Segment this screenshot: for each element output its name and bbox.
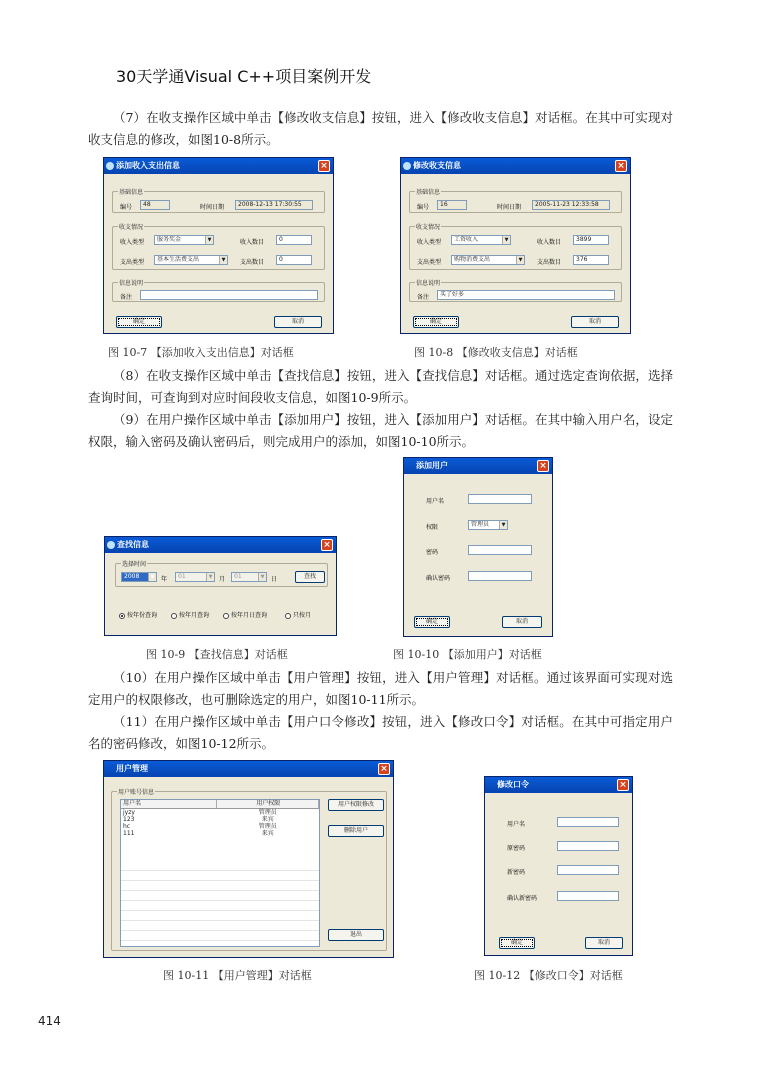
page-number: 414 [38,1014,61,1028]
cancel-button[interactable]: 取消 [502,616,542,628]
new-password-field[interactable] [557,865,619,875]
income-type-value: 工资收入 [454,236,479,243]
paragraph-10: （10）在用户操作区域中单击【用户管理】按钮，进入【用户管理】对话框。通过该界面可实现对选定用户的权限修改，也可删除选定的用户，如图10-11所示。 [88,670,673,707]
group-label: 信息说明 [119,280,144,287]
old-password-field[interactable] [557,841,619,851]
permission-cell: 管理员 [258,809,277,816]
permission-cell: 来宾 [261,816,274,823]
radio-icon [285,613,291,619]
app-icon [106,162,114,170]
group-label: 收支情况 [119,224,144,231]
title-bar [105,537,336,553]
expense-type-select[interactable] [154,255,228,265]
income-type-label: 收入类型 [417,239,442,246]
exit-button[interactable]: 退出 [328,929,384,941]
ok-button[interactable]: 确定 [413,316,459,328]
username-field[interactable] [468,494,532,504]
group-label: 用户账号信息 [118,789,155,796]
chevron-down-icon: ▼ [258,573,266,581]
year-value: 2008 [124,573,140,580]
expense-type-label: 支出类型 [120,259,145,266]
username-cell: jyzy [123,809,135,816]
username-field[interactable] [557,817,619,827]
column-header-permission[interactable]: 用户权限 [217,800,319,808]
ok-button[interactable]: 确定 [414,616,450,628]
expense-amount-field[interactable]: 0 [276,255,312,265]
modify-income-expense-dialog [400,157,631,334]
list-header [121,800,319,809]
ok-button[interactable]: 确定 [499,937,535,949]
income-type-label: 收入类型 [120,239,145,246]
title-bar [401,158,630,174]
radio-month-only[interactable] [285,610,311,619]
id-label: 编号 [120,204,133,211]
group-label: 信息说明 [416,280,441,287]
permission-select[interactable] [468,520,508,530]
username-label: 用户名 [426,498,445,505]
year-label: 年 [161,576,168,583]
username-cell: 111 [123,830,135,837]
chevron-down-icon: ▼ [516,256,524,264]
title-bar [104,158,333,174]
dialog-title: 添加收入支出信息 [116,161,180,170]
figure-caption: 图 10-11 【用户管理】对话框 [163,969,312,982]
confirm-password-label: 确认密码 [426,575,451,582]
app-icon [107,541,115,549]
radio-label: 只按月 [293,612,312,619]
paragraph-9: （9）在用户操作区域中单击【添加用户】按钮，进入【添加用户】对话框。在其中输入用户名，设定权限，输入密码及确认密码后，则完成用户的添加，如图10-10所示。 [88,412,673,449]
income-type-select[interactable] [451,235,511,245]
radio-label: 按年月查询 [179,612,210,619]
title-bar [485,777,632,793]
chevron-down-icon: ▼ [148,573,156,581]
note-label: 备注 [417,294,430,301]
id-label: 编号 [417,204,430,211]
chevron-down-icon: ▼ [219,256,227,264]
chevron-down-icon: ▼ [206,573,214,581]
day-select[interactable] [231,572,267,582]
radio-by-year-month[interactable] [171,610,209,619]
expense-type-label: 支出类型 [417,259,442,266]
radio-icon [171,613,177,619]
cancel-button[interactable]: 取消 [571,316,619,328]
radio-icon [119,613,125,619]
column-header-username[interactable]: 用户名 [121,800,217,808]
table-row[interactable] [121,816,319,823]
dialog-title: 查找信息 [117,540,149,549]
permission-value: 管理员 [471,521,490,528]
figure-caption: 图 10-10 【添加用户】对话框 [393,648,542,661]
datetime-label: 时间日期 [200,204,225,211]
search-button[interactable]: 查找 [295,571,325,583]
confirm-new-password-field[interactable] [557,891,619,901]
radio-label: 按年月日查询 [231,612,268,619]
paragraph-11: （11）在用户操作区域中单击【用户口令修改】按钮，进入【修改口令】对话框。在其中可指定用户名的密码修改，如图10-12所示。 [88,714,673,751]
chevron-down-icon: ▼ [499,521,507,529]
close-button[interactable]: × [615,160,627,172]
group-label: 收支情况 [416,224,441,231]
group-label: 基础信息 [416,189,441,196]
dialog-title: 修改收支信息 [413,161,461,170]
radio-label: 按年份查询 [127,612,158,619]
search-dialog [104,536,337,636]
chevron-down-icon: ▼ [205,236,213,244]
modify-permission-button[interactable]: 用户权限修改 [328,799,384,811]
datetime-field: 2008-12-13 17:30:55 [235,200,313,210]
month-label: 月 [219,576,226,583]
year-select[interactable] [121,572,157,582]
expense-type-value: 购物消费支出 [454,256,491,263]
password-label: 密码 [426,549,439,556]
old-password-label: 原密码 [507,845,526,852]
income-type-value: 服务奖金 [157,236,182,243]
delete-user-button[interactable]: 删除用户 [328,825,384,837]
add-income-expense-dialog [103,157,334,334]
close-button[interactable]: × [318,160,330,172]
dialog-title: 用户管理 [116,764,148,773]
add-user-dialog [403,457,553,637]
expense-amount-field[interactable]: 376 [573,255,609,265]
day-label: 日 [271,576,278,583]
figure-caption: 图 10-9 【查找信息】对话框 [146,648,288,661]
table-row[interactable] [121,809,319,816]
table-row[interactable] [121,830,319,837]
expense-type-value: 基本生活费支出 [157,256,200,263]
group-label: 基础信息 [119,189,144,196]
datetime-label: 时间日期 [497,204,522,211]
income-amount-label: 收入数目 [537,239,562,246]
user-list[interactable] [120,799,320,947]
cancel-button[interactable]: 取消 [585,937,623,949]
paragraph-8: （8）在收支操作区域中单击【查找信息】按钮，进入【查找信息】对话框。通过选定查询依据，选择查询时间，可查询到对应时间段收支信息，如图10-9所示。 [88,368,673,405]
figure-caption: 图 10-7 【添加收入支出信息】对话框 [108,346,294,359]
day-value: 01 [234,573,242,580]
username-label: 用户名 [507,821,526,828]
cancel-button[interactable]: 取消 [274,316,322,328]
id-field: 16 [437,200,467,210]
username-cell: 123 [123,816,135,823]
confirm-password-field[interactable] [468,571,532,581]
app-icon [403,162,411,170]
running-header: 30天学通Visual C++项目案例开发 [116,67,372,86]
group-label: 选择时间 [122,561,147,568]
income-amount-field[interactable]: 3899 [573,235,609,245]
datetime-field: 2005-11-23 12:33:58 [532,200,610,210]
list-rows [121,809,319,837]
note-field[interactable]: 买了好多 [437,290,615,300]
month-value: 01 [178,573,186,580]
dialog-title: 添加用户 [416,461,448,470]
confirm-new-password-label: 确认新密码 [507,895,538,902]
figure-caption: 图 10-8 【修改收支信息】对话框 [414,346,578,359]
title-bar [404,458,552,474]
paragraph-7: （7）在收支操作区域中单击【修改收支信息】按钮，进入【修改收支信息】对话框。在其中可实现对收支信息的修改，如图10-8所示。 [88,110,673,147]
close-button[interactable]: × [617,779,629,791]
note-label: 备注 [120,294,133,301]
note-field[interactable] [140,290,318,300]
month-select[interactable] [175,572,215,582]
permission-label: 权限 [426,524,439,531]
password-field[interactable] [468,545,532,555]
figure-caption: 图 10-12 【修改口令】对话框 [474,969,623,982]
id-field: 48 [140,200,170,210]
radio-by-year[interactable] [119,610,157,619]
user-management-dialog [103,760,394,958]
radio-by-date[interactable] [223,610,267,619]
new-password-label: 新密码 [507,869,526,876]
income-type-select[interactable] [154,235,214,245]
income-amount-field[interactable]: 0 [276,235,312,245]
username-cell: hc [123,823,131,830]
dialog-title: 修改口令 [497,780,529,789]
permission-cell: 管理员 [258,823,277,830]
expense-amount-label: 支出数目 [537,259,562,266]
change-password-dialog [484,776,633,956]
radio-icon [223,613,229,619]
close-button[interactable]: × [537,460,549,472]
income-amount-label: 收入数目 [240,239,265,246]
close-button[interactable]: × [378,763,390,775]
expense-amount-label: 支出数目 [240,259,265,266]
ok-button[interactable]: 确定 [116,316,162,328]
chevron-down-icon: ▼ [502,236,510,244]
expense-type-select[interactable] [451,255,525,265]
title-bar [104,761,393,777]
permission-cell: 来宾 [261,830,274,837]
close-button[interactable]: × [321,539,333,551]
table-row[interactable] [121,823,319,830]
